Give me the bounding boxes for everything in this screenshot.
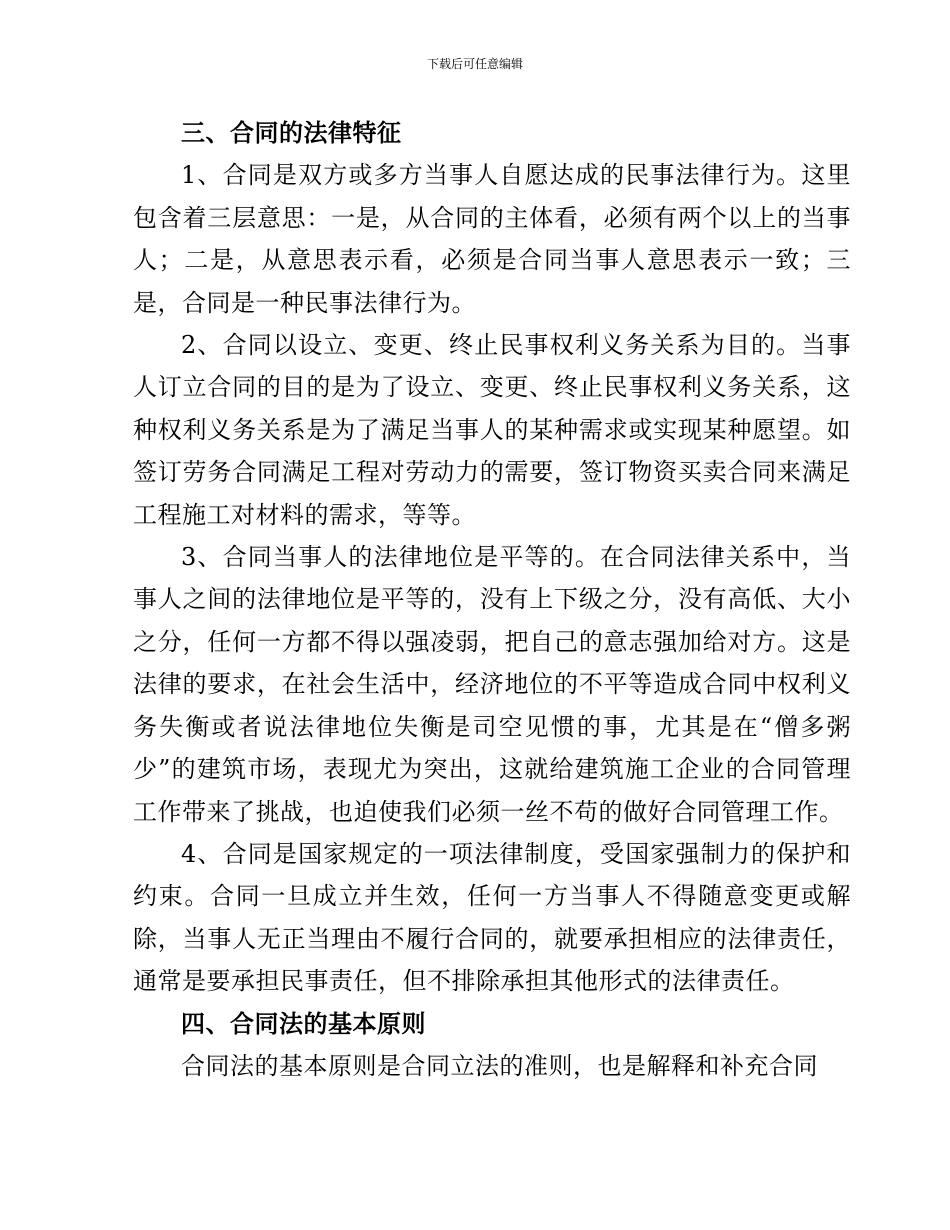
paragraph-feature-2: 2、合同以设立、变更、终止民事权利义务关系为目的。当事人订立合同的目的是为了设立、变更、终止民事权利义务关系，这种权利义务关系是为了满足当事人的某种需求或实现某种愿望。如签订劳务合同满足工程对劳动力的需要，签订物资买卖合同来满足工程施工对材料的需求，等等。 [133,331,851,529]
paragraph-feature-3: 3、合同当事人的法律地位是平等的。在合同法律关系中，当事人之间的法律地位是平等的，没有上下级之分，没有高低、大小之分，任何一方都不得以强凌弱，把自己的意志强加给对方。这是法律的要求，在社会生活中，经济地位的不平等造成合同中权利义务失衡或者说法律地位失衡是司空见惯的事，尤其是在“僧多粥少”的建筑市场，表现尤为突出，这就给建筑施工企业的合同管理工作带来了挑战，也迫使我们必须一丝不苟的做好合同管理工作。 [133,543,851,826]
paragraph-feature-4: 4、合同是国家规定的一项法律制度，受国家强制力的保护和约束。合同一旦成立并生效，任何一方当事人不得随意变更或解除，当事人无正当理由不履行合同的，就要承担相应的法律责任，通常是要承担民事责任，但不排除承担其他形式的法律责任。 [133,839,851,996]
section-heading-legal-features: 三、合同的法律特征 [181,119,402,147]
paragraph-feature-1: 1、合同是双方或多方当事人自愿达成的民事法律行为。这里包含着三层意思：一是，从合同的主体看，必须有两个以上的当事人；二是，从意思表示看，必须是合同当事人意思表示一致；三是，合同是一种民事法律行为。 [133,161,851,317]
paragraph-principles-intro: 合同法的基本原则是合同立法的准则，也是解释和补充合同 [181,1051,818,1080]
section-heading-basic-principles: 四、合同法的基本原则 [181,1009,426,1038]
page-header: 下载后可任意编辑 [426,57,523,71]
document-body [133,112,851,1087]
